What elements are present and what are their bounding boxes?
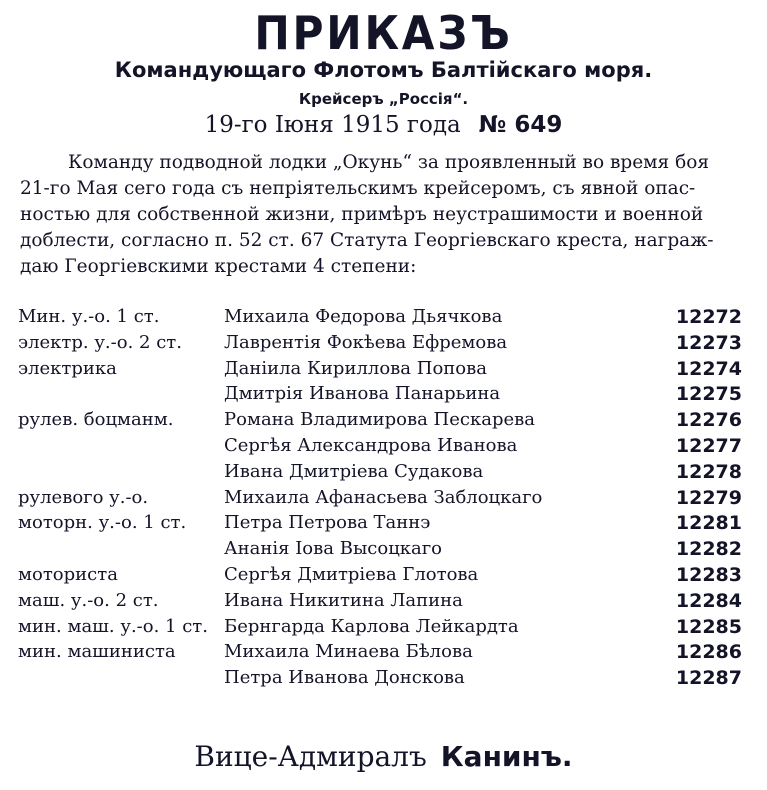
awardee-name: Лаврентія Фокѣева Ефремова (224, 331, 508, 353)
cross-number: 12272 (675, 306, 742, 328)
body-line: доблести, согласно п. 52 ст. 67 Статута Георгіевскаго креста, награж- (20, 230, 714, 251)
awardee-row (18, 590, 748, 616)
cross-number: 12276 (675, 409, 742, 432)
awardee-row (18, 538, 748, 564)
awardee-rank: рулев. боцманм. (18, 409, 174, 431)
cross-number: 12273 (675, 331, 742, 354)
order-number: № 649 (478, 112, 563, 138)
body-line: даю Георгіевскими крестами 4 степени: (20, 256, 417, 277)
awardee-row (18, 616, 748, 642)
awardee-list (18, 306, 748, 693)
awardee-row (18, 487, 748, 513)
awardee-rank: моториста (18, 563, 118, 585)
body-line: ностью для собственной жизни, примѣръ неустрашимости и военной (20, 204, 704, 225)
awardee-row (18, 461, 748, 487)
awardee-rank: электр. у.-о. 2 ст. (18, 331, 182, 353)
awardee-row (18, 332, 748, 358)
awardee-row (18, 306, 748, 332)
awardee-rank: мин. маш. у.-о. 1 ст. (18, 615, 208, 637)
cross-number: 12277 (675, 434, 742, 457)
cross-number: 12284 (675, 589, 742, 612)
cross-number: 12286 (675, 641, 742, 664)
cross-number: 12287 (675, 667, 742, 690)
cross-number: 12279 (675, 486, 742, 509)
awardee-name: Петра Иванова Донскова (224, 667, 465, 689)
cross-number: 12278 (675, 460, 742, 483)
awardee-name: Ананія Іова Высоцкаго (224, 538, 443, 560)
awardee-name: Даніила Кириллова Попова (224, 357, 487, 379)
signature-name: Канинъ. (440, 740, 573, 773)
date-line (0, 112, 767, 138)
awardee-rank: электрика (18, 357, 117, 379)
awardee-row (18, 667, 748, 693)
awardee-name: Дмитрія Иванова Панарьина (224, 383, 501, 405)
awardee-rank: рулевого у.-о. (18, 486, 149, 508)
cross-number: 12283 (675, 563, 742, 586)
awardee-row (18, 641, 748, 667)
order-date: 19-го Іюня 1915 года (204, 112, 461, 138)
awardee-name: Михаила Федорова Дьячкова (224, 306, 503, 327)
awardee-name: Михаила Афанасьева Заблоцкаго (224, 486, 543, 508)
body-line: 21-го Мая сего года съ непріятельскимъ крейсеромъ, съ явной опас- (20, 178, 696, 199)
ship-name: Крейсеръ „Россія“. (298, 90, 469, 108)
awardee-name: Сергѣя Александрова Иванова (224, 434, 518, 456)
awardee-name: Сергѣя Дмитріева Глотова (224, 563, 479, 585)
awardee-name: Романа Владимирова Пескарева (224, 409, 536, 431)
cross-number: 12274 (675, 357, 742, 380)
awardee-name: Бернгарда Карлова Лейкардта (224, 615, 519, 637)
cross-number: 12285 (675, 615, 742, 638)
awardee-name: Михаила Минаева Бѣлова (224, 641, 473, 663)
awardee-row (18, 435, 748, 461)
signature (0, 740, 767, 773)
document-subtitle: Командующаго Флотомъ Балтійскаго моря. (114, 58, 653, 82)
awardee-row (18, 409, 748, 435)
signature-title: Вице-Адмиралъ (194, 740, 427, 773)
awardee-rank: мин. машиниста (18, 641, 176, 663)
awardee-row (18, 383, 748, 409)
document-title: ПРИКАЗЪ (254, 6, 513, 60)
awardee-rank: маш. у.-о. 2 ст. (18, 589, 159, 611)
awardee-rank: Мин. у.-о. 1 ст. (18, 306, 160, 327)
awardee-name: Петра Петрова Таннэ (224, 512, 431, 534)
awardee-name: Ивана Дмитріева Судакова (224, 460, 484, 482)
order-body (20, 150, 745, 280)
cross-number: 12275 (675, 383, 742, 406)
awardee-row (18, 512, 748, 538)
awardee-name: Ивана Никитина Лапина (224, 589, 463, 611)
awardee-row (18, 564, 748, 590)
cross-number: 12281 (675, 512, 742, 535)
cross-number: 12282 (675, 538, 742, 561)
awardee-row (18, 358, 748, 384)
body-line: Команду подводной лодки „Окунь“ за проявленный во время боя (68, 152, 710, 173)
awardee-rank: моторн. у.-о. 1 ст. (18, 512, 187, 534)
